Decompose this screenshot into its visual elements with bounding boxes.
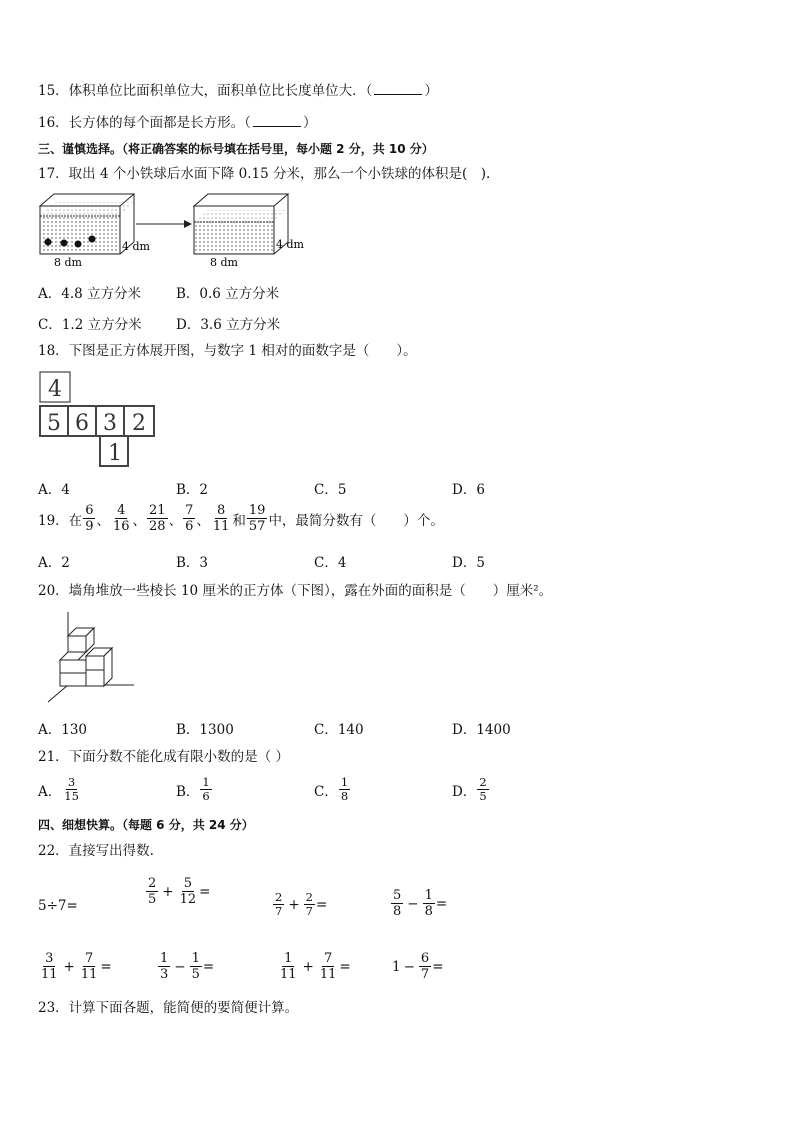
numerator: 4	[117, 503, 126, 518]
tank-after-width-label: 8 dm	[210, 256, 238, 269]
operator: +	[302, 958, 314, 975]
numerator: 7	[185, 503, 194, 518]
equals-sign: =	[199, 883, 211, 900]
fraction	[211, 503, 232, 534]
calc-5-8-minus-1-8	[390, 888, 447, 919]
operator: −	[174, 958, 186, 975]
fraction	[147, 503, 168, 534]
denominator: 9	[85, 519, 94, 534]
denominator: 11	[280, 967, 297, 982]
tank-after	[194, 194, 304, 269]
question-16-text: 16．长方体的每个面都是长方形。（	[38, 115, 251, 131]
option-label: A．	[38, 783, 62, 800]
operator: −	[403, 958, 415, 975]
fraction	[391, 888, 403, 919]
numerator: 2	[305, 890, 313, 904]
fraction	[62, 776, 81, 803]
denominator: 11	[319, 967, 337, 982]
operator: +	[288, 896, 300, 913]
iron-ball	[45, 239, 52, 246]
denominator: 11	[41, 967, 58, 982]
net-face-label: 2	[132, 411, 146, 436]
numerator: 19	[248, 503, 266, 518]
fraction	[79, 951, 100, 982]
numerator: 21	[149, 503, 166, 518]
denominator: 16	[112, 519, 130, 534]
fraction	[278, 951, 299, 982]
iron-ball	[75, 241, 82, 248]
q19-option-d[interactable]: D．5	[452, 555, 485, 571]
stacked-cubes-figure	[42, 610, 142, 705]
numerator: 1	[160, 951, 169, 966]
numerator: 1	[202, 775, 210, 789]
denominator: 11	[80, 967, 98, 982]
q17-option-c[interactable]: C．1.2 立方分米	[38, 317, 142, 333]
question-19	[38, 503, 444, 534]
denominator: 8	[424, 904, 433, 919]
arrow-head	[184, 220, 192, 228]
denominator: 28	[149, 519, 166, 534]
q17-option-d[interactable]: D．3.6 立方分米	[176, 317, 281, 333]
fraction	[423, 888, 435, 919]
q20-option-a[interactable]: A．130	[38, 722, 88, 738]
question-20-text: 20．墙角堆放一些棱长 10 厘米的正方体（下图），露在外面的面积是（ ）厘米²。	[38, 583, 553, 599]
q17-option-a[interactable]: A．4.8 立方分米	[38, 286, 142, 302]
net-face-label: 1	[108, 441, 122, 466]
question-22-text: 22．直接写出得数.	[38, 843, 154, 859]
equals-sign: =	[432, 958, 444, 975]
iron-ball	[89, 236, 96, 243]
q21-option-d[interactable]	[452, 776, 490, 803]
q21-option-a[interactable]	[38, 776, 82, 803]
numerator: 7	[323, 951, 333, 966]
question-19-suffix: 中，最简分数有（ ）个。	[268, 512, 444, 529]
numerator: 3	[67, 775, 76, 789]
tank-after-height-label: 4 dm	[276, 238, 304, 251]
denominator: 15	[64, 789, 79, 803]
net-face-label: 4	[48, 377, 62, 402]
option-label: B．	[176, 783, 200, 800]
question-18-text: 18．下图是正方体展开图，与数字 1 相对的面数字是（ ）。	[38, 343, 417, 359]
net-face-label: 6	[75, 411, 89, 436]
calc-2-7-plus-2-7	[272, 891, 327, 918]
denominator: 6	[185, 519, 194, 534]
net-face-label: 3	[103, 411, 117, 436]
denominator: 5	[479, 789, 487, 803]
tank-before-width-label: 8 dm	[54, 256, 82, 269]
denominator: 5	[191, 967, 200, 982]
fraction	[304, 891, 315, 918]
q18-option-a[interactable]: A．4	[38, 482, 70, 498]
q19-option-a[interactable]: A．2	[38, 555, 70, 571]
equals-sign: =	[202, 958, 215, 975]
question-16	[38, 114, 316, 132]
q21-option-c[interactable]	[314, 776, 351, 803]
numerator: 5	[393, 888, 402, 903]
fraction	[178, 876, 199, 907]
fraction	[200, 776, 211, 803]
denominator: 5	[148, 892, 157, 907]
fraction	[39, 951, 60, 982]
fraction	[190, 951, 202, 982]
operator: +	[63, 958, 75, 975]
q19-option-c[interactable]: C．4	[314, 555, 347, 571]
calc-5div7	[38, 898, 78, 914]
section-4-heading: 四、细想快算。（每题 6 分，共 24 分）	[38, 818, 254, 832]
fraction	[247, 503, 268, 534]
fraction	[339, 776, 350, 803]
net-face-label: 5	[47, 411, 61, 436]
equals-sign: =	[339, 958, 351, 975]
q18-option-b[interactable]: B．2	[176, 482, 209, 498]
denominator: 3	[160, 967, 169, 982]
fraction	[146, 876, 158, 907]
denominator: 7	[305, 904, 313, 918]
question-23-text: 23．计算下面各题，能简便的要简便计算。	[38, 1000, 299, 1016]
section-3-heading: 三、谨慎选择。（将正确答案的标号填在括号里，每小题 2 分，共 10 分）	[38, 142, 434, 156]
numerator: 1	[284, 951, 293, 966]
denominator: 11	[212, 519, 230, 534]
calc-2-5-plus-5-12	[145, 876, 210, 907]
numerator: 2	[479, 775, 487, 789]
tank-before	[40, 194, 151, 269]
fraction	[419, 951, 431, 982]
numerator: 1	[424, 888, 433, 903]
q18-option-c[interactable]: C．5	[314, 482, 347, 498]
iron-ball	[61, 240, 68, 247]
option-label: C．	[314, 783, 338, 800]
numerator: 1	[340, 775, 349, 789]
tank-before-height-label: 4 dm	[122, 240, 150, 253]
operator: +	[162, 883, 174, 900]
separator: 、	[132, 512, 147, 529]
answer-blank-16[interactable]	[253, 114, 301, 127]
denominator: 6	[202, 789, 210, 803]
calc-3-11-plus-7-11	[38, 951, 112, 982]
separator: 、	[196, 512, 210, 529]
numerator: 2	[148, 876, 157, 891]
fraction	[83, 503, 95, 534]
question-19-prefix: 19．在	[38, 512, 83, 529]
q21-option-b[interactable]	[176, 776, 213, 803]
q19-option-b[interactable]: B．3	[176, 555, 209, 571]
question-15	[38, 82, 438, 100]
denominator: 12	[179, 892, 197, 907]
numerator: 3	[45, 951, 54, 966]
q20-option-b[interactable]: B．1300	[176, 722, 234, 738]
denominator: 8	[340, 789, 349, 803]
numerator: 5	[183, 876, 192, 891]
calc-1-minus-6-7	[392, 951, 444, 982]
equals-sign: =	[435, 895, 448, 912]
answer-blank-15[interactable]	[374, 82, 422, 95]
question-15-close: ）	[424, 83, 438, 99]
question-17-text: 17．取出 4 个小铁球后水面下降 0.15 分米，那么一个小铁球的体积是( ).	[38, 166, 491, 182]
question-15-text: 15．体积单位比面积单位大，面积单位比长度单位大．（	[38, 83, 373, 99]
separator: 、	[168, 512, 183, 529]
q20-option-d[interactable]: D．1400	[452, 722, 511, 738]
fraction	[273, 891, 284, 918]
equals-sign: =	[100, 958, 112, 975]
whole-number: 1	[392, 958, 401, 975]
fraction	[318, 951, 339, 982]
operator: −	[407, 895, 419, 912]
fraction	[158, 951, 170, 982]
separator: 、	[96, 512, 110, 529]
question-21-text: 21．下面分数不能化成有限小数的是（ ）	[38, 749, 289, 765]
denominator: 7	[275, 904, 283, 918]
equals-sign: =	[315, 896, 328, 913]
option-label: D．	[452, 783, 477, 800]
calc-1-3-minus-1-5	[157, 951, 214, 982]
fraction	[111, 503, 132, 534]
fraction	[477, 776, 488, 803]
denominator: 8	[393, 904, 402, 919]
expression-text: 5÷7=	[38, 898, 78, 914]
numerator: 8	[216, 503, 226, 518]
q20-option-c[interactable]: C．140	[314, 722, 364, 738]
numerator: 7	[84, 951, 94, 966]
numerator: 6	[420, 951, 430, 966]
numerator: 2	[275, 890, 283, 904]
q18-option-d[interactable]: D．6	[452, 482, 485, 498]
denominator: 7	[420, 967, 430, 982]
denominator: 57	[248, 519, 266, 534]
question-16-close: ）	[302, 115, 317, 131]
cube-net	[38, 370, 162, 472]
conjunction: 和	[232, 512, 246, 529]
calc-1-11-plus-7-11	[277, 951, 351, 982]
tank-diagram	[34, 192, 304, 272]
fraction	[183, 503, 195, 534]
numerator: 1	[191, 951, 200, 966]
q17-option-b[interactable]: B．0.6 立方分米	[176, 286, 280, 302]
numerator: 6	[85, 503, 94, 518]
